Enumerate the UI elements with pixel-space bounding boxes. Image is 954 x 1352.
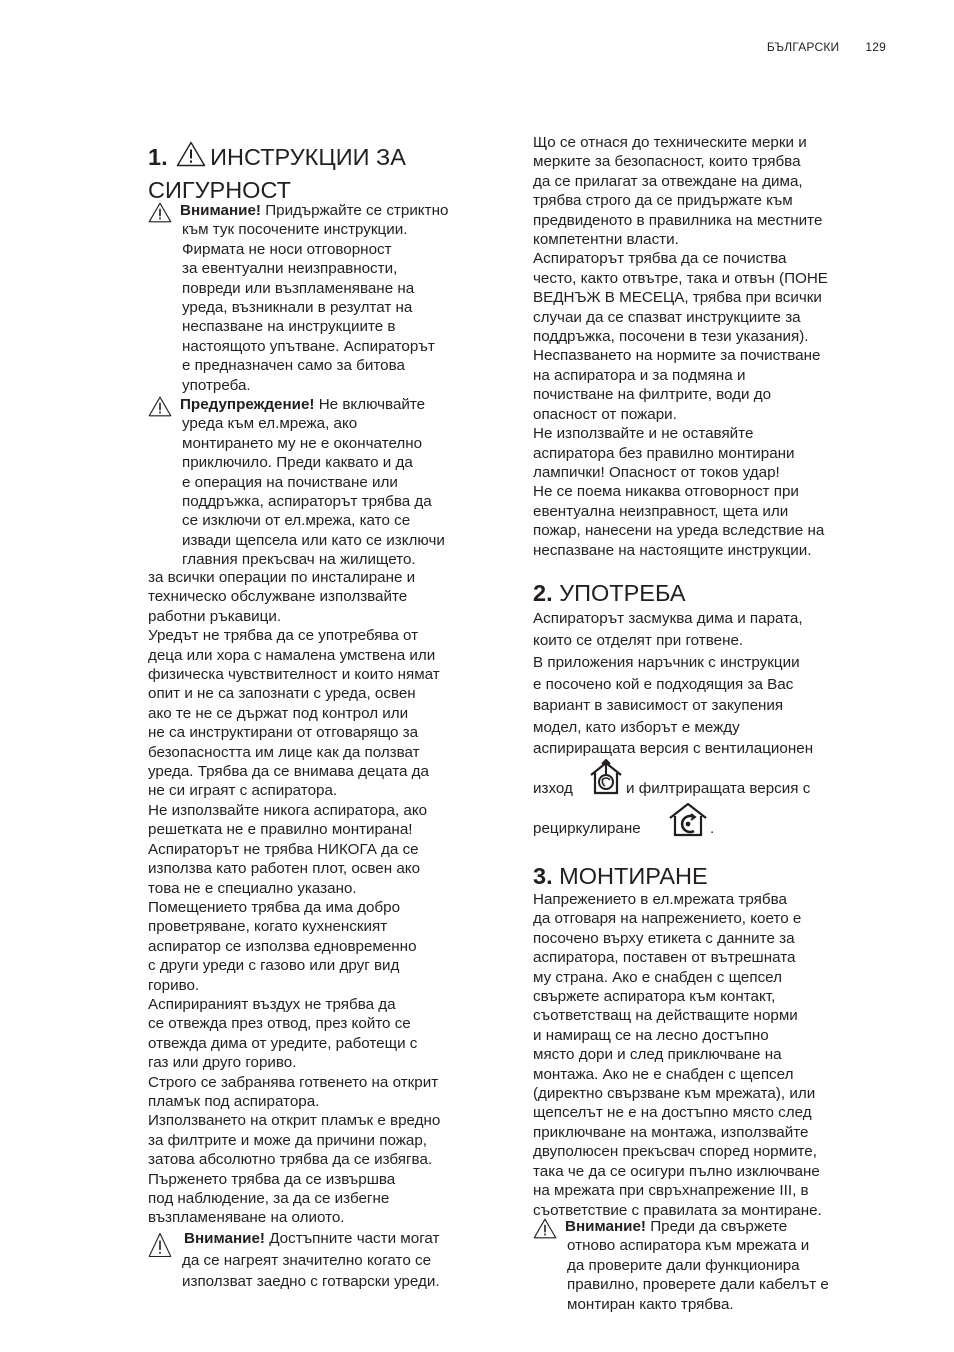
warning-2-text: уреда към ел.мрежа, ако монтирането му не е окончателно приключило. Преди каквато и да е операция на почистване или поддръжка, аспираторът трябва да се изключи от ел.мрежа, като се извади щепсела или като се изключи главния прекъсвач на жилището. [182, 415, 445, 569]
ducted-exhaust-icon [588, 759, 624, 800]
warning-triangle-icon [148, 202, 172, 228]
warning-3-text-first: Достъпните части могат [264, 1230, 440, 1247]
section-1-body-text: за всички операции по инсталиране и техническо обслужване използвайте работни ръкавици. Уредът не трябва да се употребява от деца или хора с намалена умствена или физическа чувствителност и които нямат опит и не са запознати с уреда, освен ако те не се държат под контрол или не са инструктирани от отговарящо за безопасността им лице как да ползват уреда. Трябва да се внимава децата да не си играят с аспиратора. Не използвайте никога аспиратора, ако решетката не е правилно монтирана! Аспираторът не трябва НИКОГА да се използва като работен плот, освен ако това не е специално указано. Помещението трябва да има добро проветряване, когато кухненският аспиратор се използва едновременно с други уреди с газово или друг вид гориво. Аспирираният въздух не трябва да се отвежда през отвод, през който се отвежда дима от уредите, работещи с газ или друго гориво. Строго се забранява готвенето на открит пламък под аспиратора. Използването на открит пламък е вредно за филтрите и може да причини пожар, затова абсолютно трябва да се избягва. Пърженето трябва да се извършва под наблюдение, за да се избегне възпламеняване на олиото. [148, 569, 441, 1227]
exhaust-line [533, 759, 895, 799]
exhaust-label: изход [533, 780, 573, 797]
header-language: БЪЛГАРСКИ [766, 40, 840, 54]
section-3-title: МОНТИРАНЕ [559, 863, 708, 889]
section-2-number: 2. [533, 580, 553, 606]
section-3-warning-text: отново аспиратора към мрежата и да проверите дали функционира правилно, проверете дали кабелът е монтиран както трябва. [567, 1237, 829, 1313]
section-3-warning-block [533, 1217, 895, 1317]
warning-2-text-first: Не включвайте [314, 396, 426, 413]
section-3-warning-text-first: Преди да свържете [645, 1218, 788, 1235]
warning-block-1 [148, 201, 508, 396]
warning-block-3 [148, 1228, 510, 1298]
warning-3-label: Внимание! [184, 1230, 265, 1247]
exhaust-after-text: и филтриращата версия с [626, 780, 811, 797]
section-3-number: 3. [533, 863, 553, 889]
section-1-title-line2: СИГУРНОСТ [148, 177, 291, 203]
warning-1-label: Внимание! [180, 202, 261, 219]
running-header [767, 40, 886, 54]
page-number: 129 [865, 40, 886, 54]
section-2-title: УПОТРЕБА [559, 580, 686, 606]
warning-triangle-icon [148, 396, 172, 422]
section-2-para-1: Аспираторът засмуква дима и парата, които се отделят при готвене. [533, 610, 803, 649]
warning-block-2 [148, 395, 508, 570]
recirculation-label: рециркулиране [533, 820, 641, 837]
section-1-heading [148, 141, 406, 206]
section-1-title-line1: ИНСТРУКЦИИ ЗА [210, 144, 406, 170]
warning-1-text-first: Придържайте се стриктно [260, 202, 449, 219]
warning-triangle-icon [148, 1232, 172, 1263]
section-3-warning-label: Внимание! [565, 1218, 646, 1235]
section-2-para-2: В приложения наръчник с инструкции е посочено кой е подходящия за Вас вариант в зависимост от закупения модел, като изборът е между аспириращата версия с вентилационен [533, 654, 814, 758]
right-intro-text: Що се отнася до техническите мерки и мерките за безопасност, които трябва да се прилагат за отвеждане на дима, трябва строго да се придържате към предвиденото в правилника на местните компетентни власти. Аспираторът трябва да се почиства често, както отвътре, така и отвън (ПОНЕ ВЕДНЪЖ В МЕСЕЦА, трябва при всички случаи да се спазват инструкциите за поддръжка, посочени в тези указания). Неспазването на нормите за почистване на аспиратора и за подмяна и почистване на филтрите, води до опасност от пожари. Не използвайте и не оставяйте аспиратора без правилно монтирани лампички! Опасност от токов удар! Не се поема никаква отговорност при евентуална неизправност, щета или пожар, нанесени на уреда вследствие на неспазване на настоящите инструкции. [533, 134, 828, 559]
warning-triangle-icon [533, 1218, 557, 1244]
recirculation-icon [666, 801, 710, 842]
recirculation-line [533, 799, 895, 839]
recirculation-after-text: . [710, 820, 715, 837]
warning-3-text: да се нагреят значително когато се използват заедно с готварски уреди. [182, 1251, 440, 1291]
warning-2-label: Предупреждение! [180, 396, 315, 413]
warning-1-text: към тук посочените инструкции. Фирмата не носи отговорност за евентуални неизправности, повреди или възпламеняване на уреда, възникнали в резултат на неспазване на инструкциите в настоящото упътване. Аспираторът е предназначен само за битова употреба. [182, 221, 435, 394]
section-3-heading [533, 861, 708, 892]
section-1-number: 1. [148, 144, 168, 170]
warning-triangle-icon [176, 141, 206, 175]
section-3-body-text: Напрежението в ел.мрежата трябва да отговаря на напрежението, което е посочено върху етикета с данните за аспиратора, поставен от вътрешната му страна. Ако е снабден с щепсел свържете аспиратора към контакт, съответстващ на действащите норми и намиращ се на лесно достъпно място дори и след приключване на монтажа. Ако не е снабден с щепсел (директно свързване към мрежата), или щепселът не е на достъпно място след приключване на монтажа, използвайте двуполюсен прекъсвач според нормите, така че да се осигури пълно изключване на мрежата при свръхнапрежение III, в съответствие с правилата за монтиране. [533, 891, 822, 1219]
section-2-heading [533, 578, 686, 609]
